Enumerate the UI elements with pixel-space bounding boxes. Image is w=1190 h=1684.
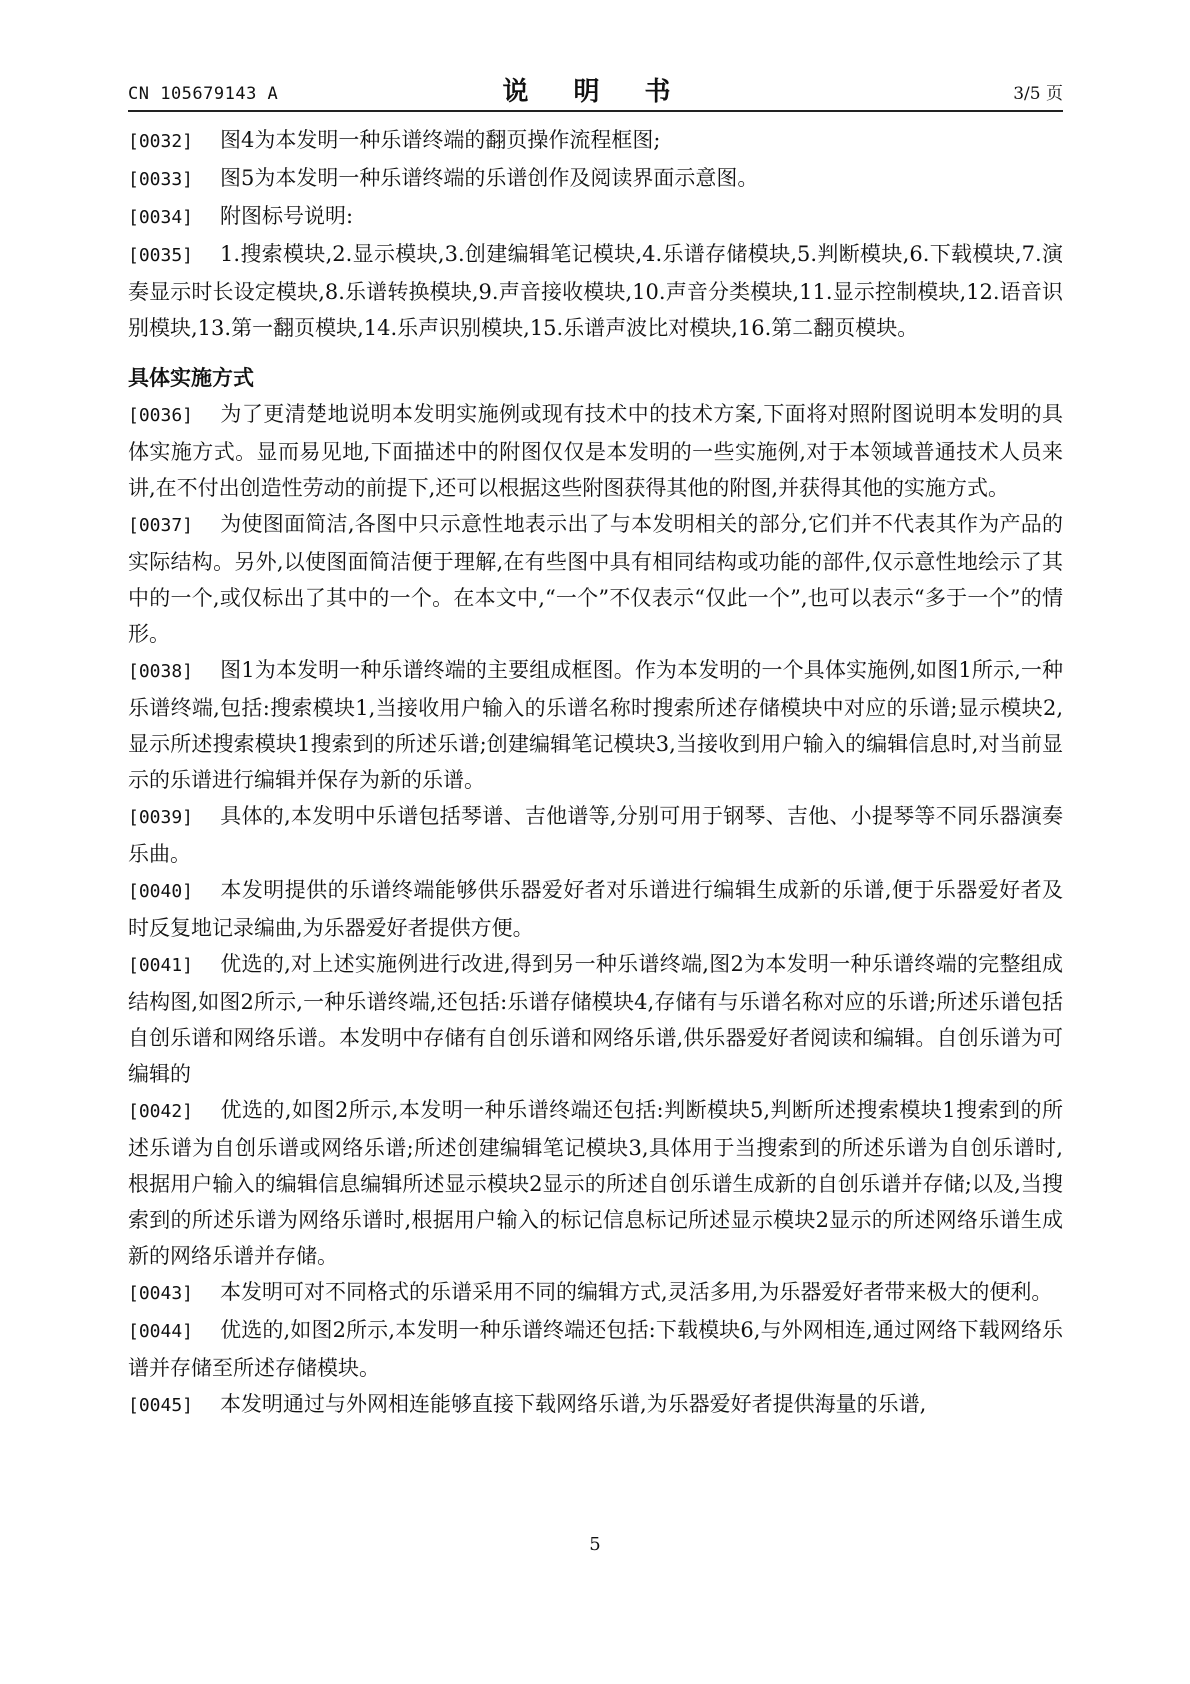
paragraph-number: [0040]	[128, 881, 194, 902]
paragraph-number: [0037]	[128, 515, 194, 536]
paragraph-text: 图4为本发明一种乐谱终端的翻页操作流程框图;	[220, 128, 661, 152]
paragraph-0040	[128, 872, 1063, 946]
paragraph-text: 本发明通过与外网相连能够直接下载网络乐谱,为乐器爱好者提供海量的乐谱,	[220, 1392, 927, 1416]
paragraph-0044	[128, 1312, 1063, 1386]
header-divider	[128, 110, 1063, 112]
paragraph-text: 具体的,本发明中乐谱包括琴谱、吉他谱等,分别可用于钢琴、吉他、小提琴等不同乐器演奏乐曲。	[128, 804, 1063, 866]
document-number: CN 105679143 A	[128, 84, 279, 104]
paragraph-text: 本发明可对不同格式的乐谱采用不同的编辑方式,灵活多用,为乐器爱好者带来极大的便利。	[220, 1280, 1053, 1304]
paragraph-text: 图1为本发明一种乐谱终端的主要组成框图。作为本发明的一个具体实施例,如图1所示,一种乐谱终端,包括:搜索模块1,当接收用户输入的乐谱名称时搜索所述存储模块中对应的乐谱;显示模块2,显示所述搜索模块1搜索到的所述乐谱;创建编辑笔记模块3,当接收到用户输入的编辑信息时,对当前显示的乐谱进行编辑并保存为新的乐谱。	[128, 658, 1063, 792]
document-body	[128, 122, 1063, 1424]
paragraph-0038	[128, 652, 1063, 798]
paragraph-0039	[128, 798, 1063, 872]
page-header	[128, 66, 1063, 110]
page-number: 5	[589, 1534, 601, 1555]
paragraph-0045	[128, 1386, 1063, 1424]
document-title: 说 明 书	[502, 77, 689, 107]
paragraph-number: [0043]	[128, 1283, 194, 1304]
paragraph-number: [0034]	[128, 207, 194, 228]
paragraph-0033	[128, 160, 1063, 198]
paragraph-text: 图5为本发明一种乐谱终端的乐谱创作及阅读界面示意图。	[220, 166, 759, 190]
paragraph-0043	[128, 1274, 1063, 1312]
paragraph-number: [0036]	[128, 405, 194, 426]
paragraph-text: 本发明提供的乐谱终端能够供乐器爱好者对乐谱进行编辑生成新的乐谱,便于乐器爱好者及时反复地记录编曲,为乐器爱好者提供方便。	[128, 878, 1063, 940]
paragraph-text: 附图标号说明:	[220, 204, 354, 228]
paragraph-text: 为使图面简洁,各图中只示意性地表示出了与本发明相关的部分,它们并不代表其作为产品的实际结构。另外,以使图面简洁便于理解,在有些图中具有相同结构或功能的部件,仅示意性地绘示了其中的一个,或仅标出了其中的一个。在本文中,“一个”不仅表示“仅此一个”,也可以表示“多于一个”的情形。	[128, 512, 1063, 646]
section-heading: 具体实施方式	[128, 366, 254, 390]
paragraph-number: [0035]	[128, 245, 194, 266]
paragraph-0034	[128, 198, 1063, 236]
paragraph-0042	[128, 1092, 1063, 1274]
paragraph-number: [0039]	[128, 807, 194, 828]
page-indicator: 3/5 页	[1013, 84, 1063, 104]
paragraph-0041	[128, 946, 1063, 1092]
paragraph-text: 为了更清楚地说明本发明实施例或现有技术中的技术方案,下面将对照附图说明本发明的具体实施方式。显而易见地,下面描述中的附图仅仅是本发明的一些实施例,对于本领域普通技术人员来讲,在不付出创造性劳动的前提下,还可以根据这些附图获得其他的附图,并获得其他的实施方式。	[128, 402, 1063, 500]
paragraph-text: 优选的,如图2所示,本发明一种乐谱终端还包括:下载模块6,与外网相连,通过网络下载网络乐谱并存储至所述存储模块。	[128, 1318, 1063, 1380]
paragraph-number: [0044]	[128, 1321, 194, 1342]
paragraph-0032	[128, 122, 1063, 160]
paragraph-number: [0041]	[128, 955, 194, 976]
paragraph-0036	[128, 396, 1063, 506]
paragraph-number: [0045]	[128, 1395, 194, 1416]
paragraph-text: 1.搜索模块,2.显示模块,3.创建编辑笔记模块,4.乐谱存储模块,5.判断模块,6.下载模块,7.演奏显示时长设定模块,8.乐谱转换模块,9.声音接收模块,10.声音分类模块,11.显示控制模块,12.语音识别模块,13.第一翻页模块,14.乐声识别模块,15.乐谱声波比对模块,16.第二翻页模块。	[128, 242, 1063, 340]
paragraph-0037	[128, 506, 1063, 652]
paragraph-0035	[128, 236, 1063, 346]
paragraph-text: 优选的,如图2所示,本发明一种乐谱终端还包括:判断模块5,判断所述搜索模块1搜索到的所述乐谱为自创乐谱或网络乐谱;所述创建编辑笔记模块3,具体用于当搜索到的所述乐谱为自创乐谱时,根据用户输入的编辑信息编辑所述显示模块2显示的所述自创乐谱生成新的自创乐谱并存储;以及,当搜索到的所述乐谱为网络乐谱时,根据用户输入的标记信息标记所述显示模块2显示的所述网络乐谱生成新的网络乐谱并存储。	[128, 1098, 1063, 1268]
paragraph-number: [0042]	[128, 1101, 194, 1122]
paragraph-number: [0032]	[128, 131, 194, 152]
paragraph-number: [0038]	[128, 661, 194, 682]
paragraph-number: [0033]	[128, 169, 194, 190]
paragraph-text: 优选的,对上述实施例进行改进,得到另一种乐谱终端,图2为本发明一种乐谱终端的完整组成结构图,如图2所示,一种乐谱终端,还包括:乐谱存储模块4,存储有与乐谱名称对应的乐谱;所述乐谱包括自创乐谱和网络乐谱。本发明中存储有自创乐谱和网络乐谱,供乐器爱好者阅读和编辑。自创乐谱为可编辑的	[128, 952, 1063, 1086]
